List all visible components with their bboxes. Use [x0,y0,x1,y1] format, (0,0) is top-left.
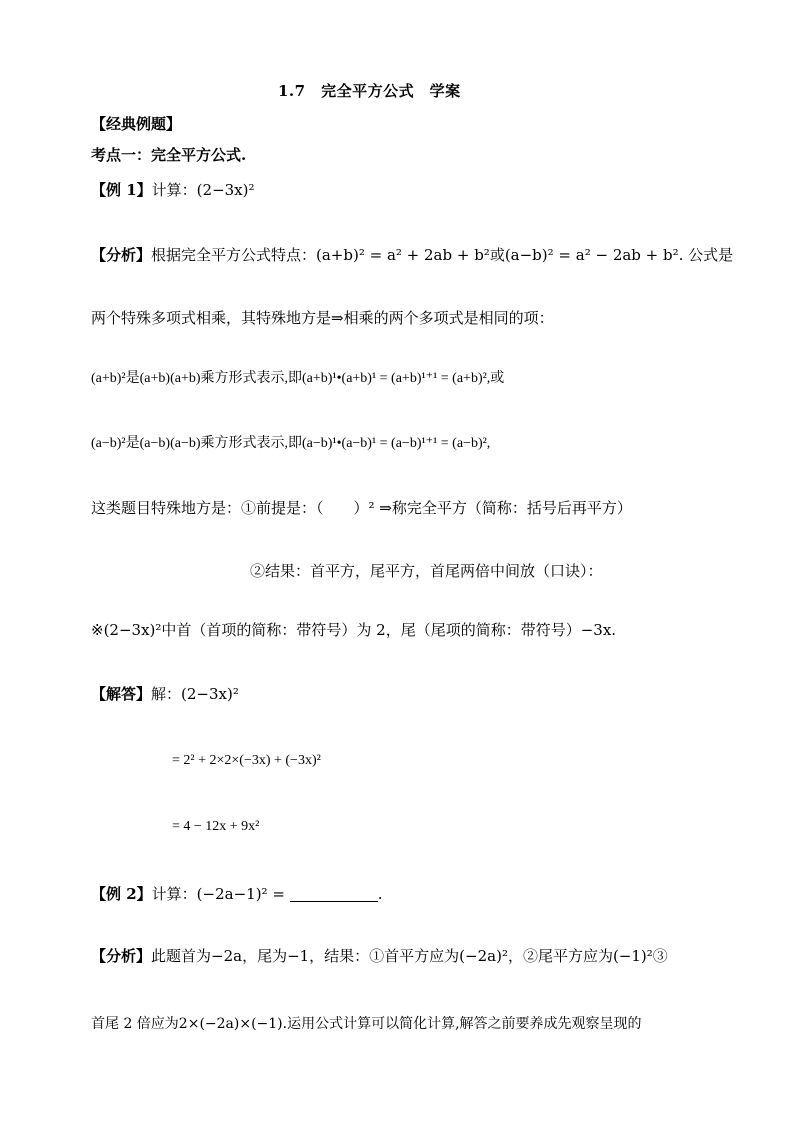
section-heading: 【经典例题】 [91,115,182,133]
answer-blank[interactable] [290,887,378,902]
example-2 [91,884,382,904]
example-1-text: 计算：(2−3x)² [151,181,255,199]
analysis-1-label: 【分析】 [91,246,152,264]
answer-1-text: 解：(2−3x)² [151,685,239,703]
analysis-1-text: 根据完全平方公式特点：(a+b)² = a² + 2ab + b²或(a−b)² = a² − 2ab + b². 公式是 [151,246,734,264]
analysis-1-line-3: (a+b)²是(a+b)(a+b)乘方形式表示,即(a+b)¹•(a+b)¹ = (a+b)¹⁺¹ = (a+b)²,或 [91,371,505,386]
example-2-label: 【例 2】 [91,885,152,903]
analysis-1-line-2: 两个特殊多项式相乘，其特殊地方是⇒相乘的两个多项式是相同的项： [91,309,554,327]
analysis-1-line-4: (a−b)²是(a−b)(a−b)乘方形式表示,即(a−b)¹•(a−b)¹ = (a−b)¹⁺¹ = (a−b)², [91,436,491,451]
answer-1-line-3: = 4 − 12x + 9x² [172,819,260,834]
analysis-1-line-7: ※(2−3x)²中首（首项的简称：带符号）为 2，尾（尾项的简称：带符号）−3x. [91,621,617,639]
analysis-2-text: 此题首为−2a，尾为−1，结果：①首平方应为(−2a)²，②尾平方应为(−1)²③ [151,947,668,965]
analysis-1-line-6: ②结果：首平方，尾平方，首尾两倍中间放（口诀）： [250,562,603,580]
analysis-1-line-5: 这类题目特殊地方是：①前提是：（ ）² ⇒称完全平方（简称：括号后再平方） [91,499,632,517]
example-2-end: . [377,885,383,903]
analysis-2-label: 【分析】 [91,947,152,965]
page-title: 1.7 完全平方公式 学案 [278,82,461,100]
analysis-2-line-2: 首尾 2 倍应为2×(−2a)×(−1).运用公式计算可以简化计算,解答之前要养成先观察呈现的 [91,1016,642,1032]
example-2-text: 计算：(−2a−1)² = [151,885,285,903]
example-1 [91,180,255,200]
analysis-2-line-1 [91,946,668,966]
answer-1-line-1 [91,684,239,704]
answer-1-line-2: = 2² + 2×2×(−3x) + (−3x)² [172,753,321,768]
topic-heading: 考点一：完全平方公式. [91,146,247,164]
example-1-label: 【例 1】 [91,181,152,199]
answer-1-label: 【解答】 [91,685,152,703]
analysis-1-line-1 [91,245,733,265]
